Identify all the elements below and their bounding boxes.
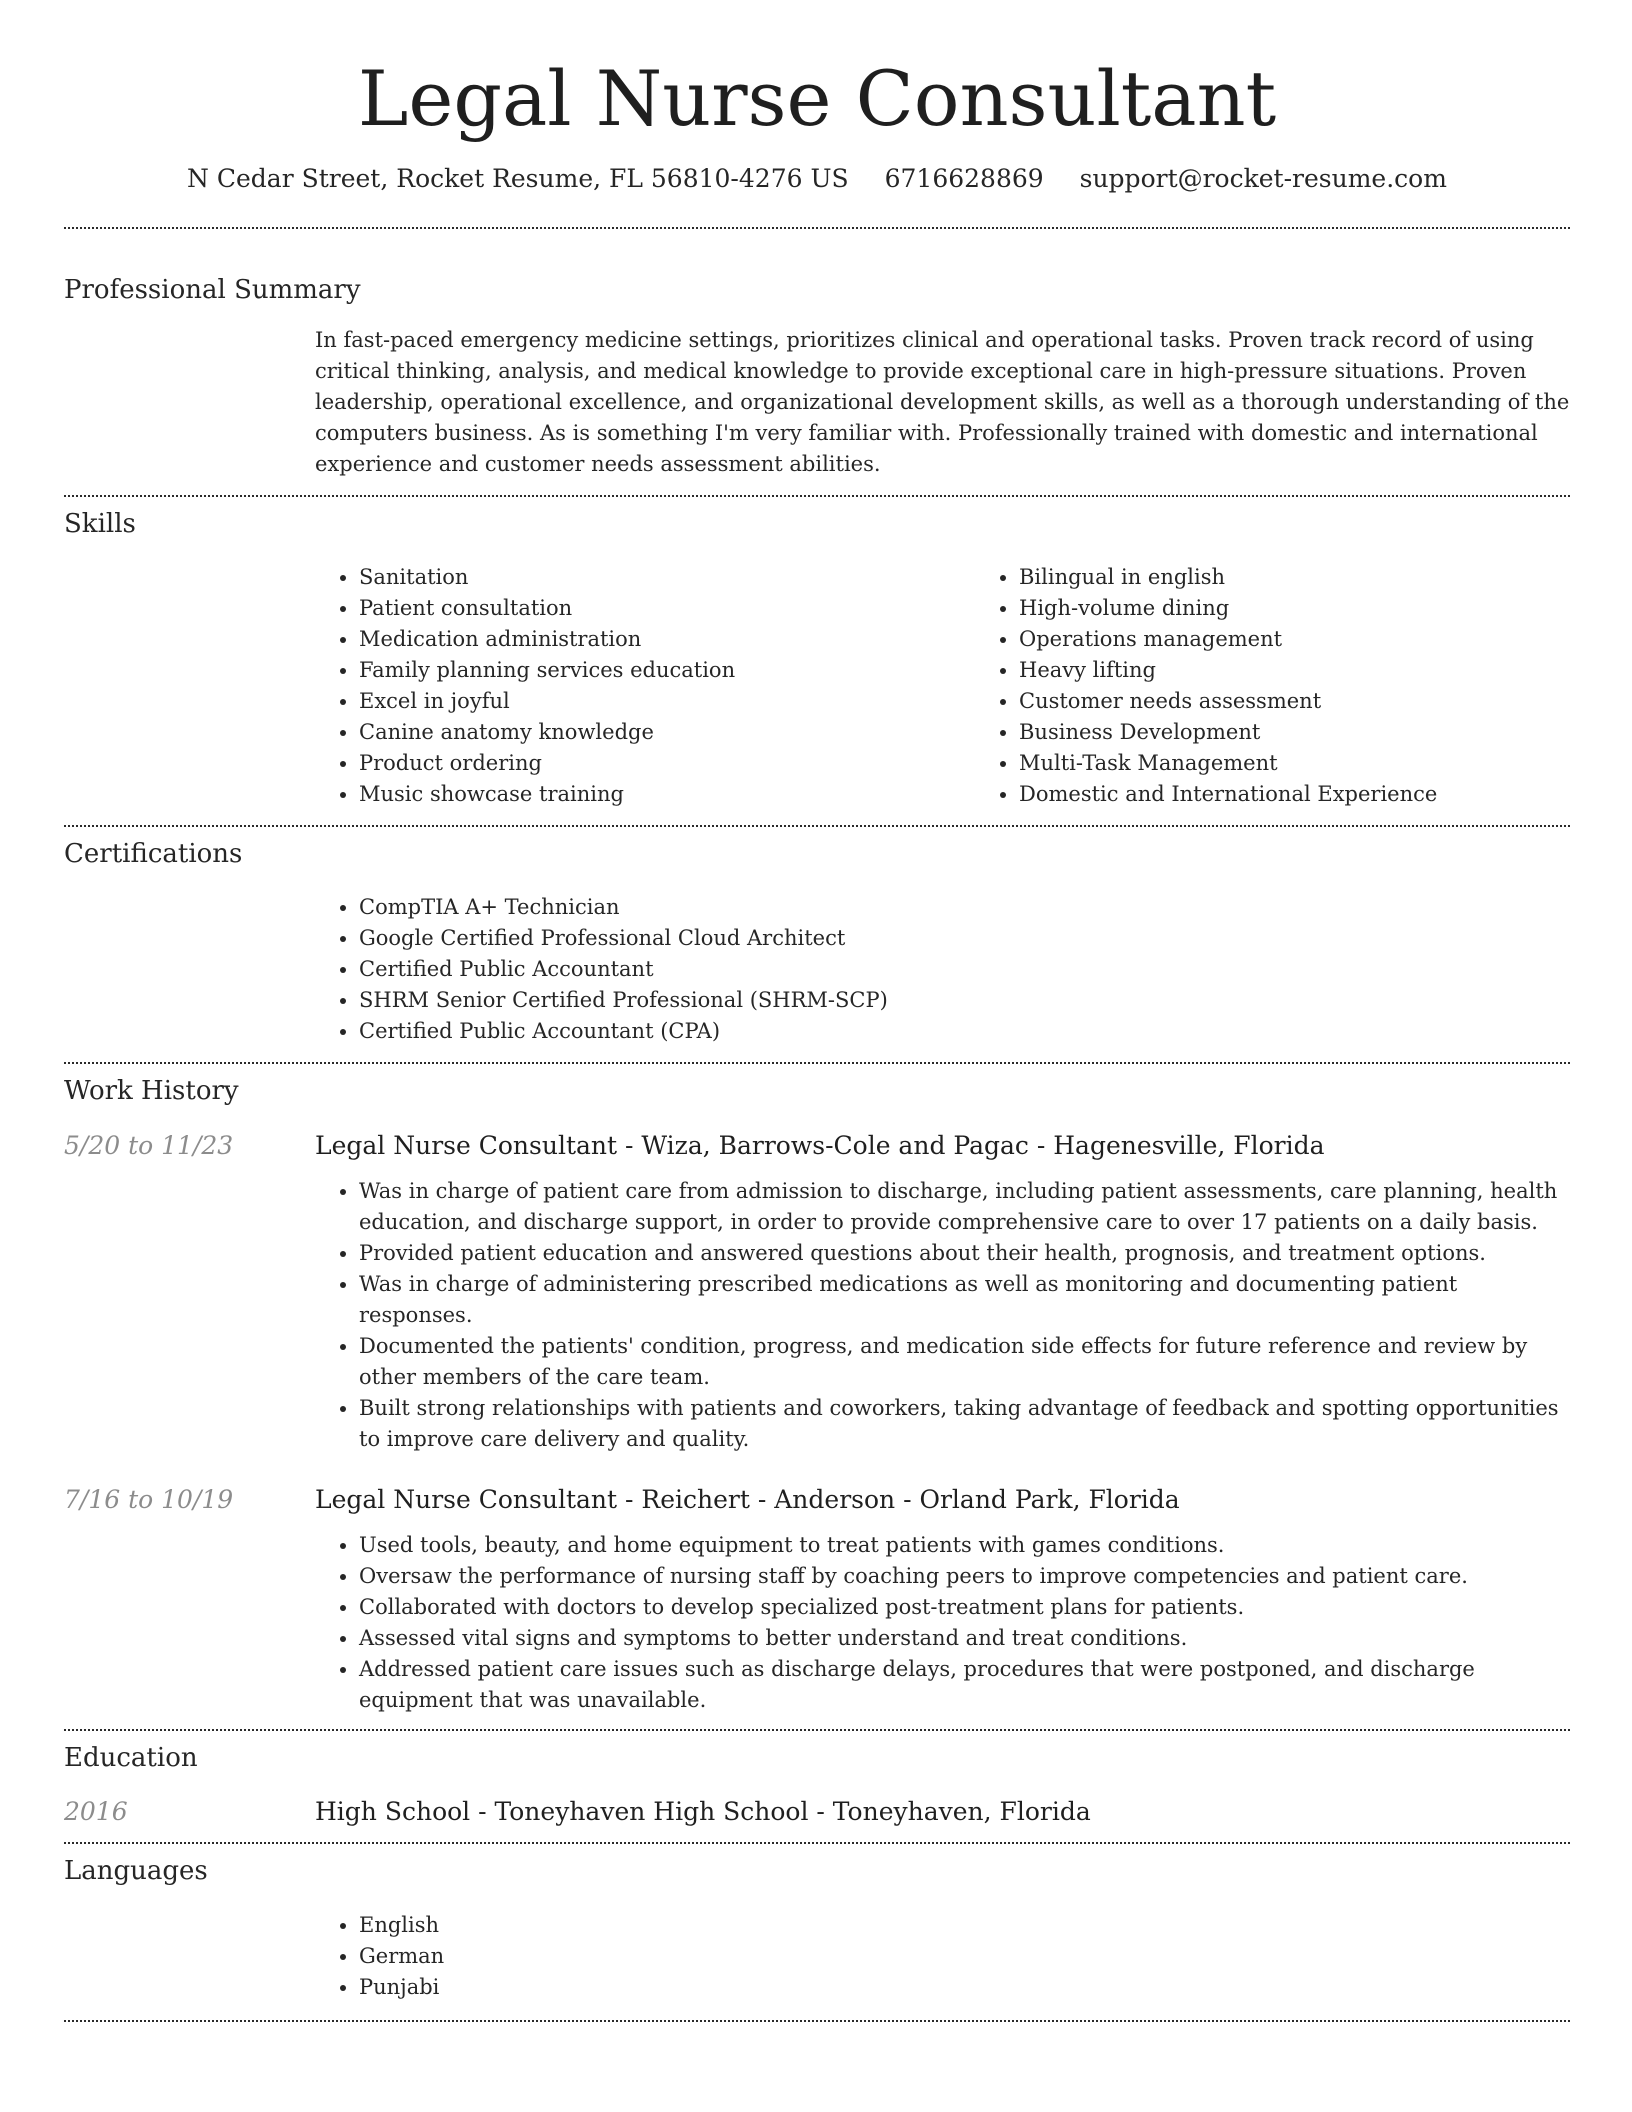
- certifications-section: [64, 827, 1570, 1047]
- education-entry: High School - Toneyhaven High School - Toneyhaven, Florida: [315, 1797, 1091, 1827]
- skill-item: • Operations management: [1019, 624, 1632, 655]
- skills-heading: Skills: [64, 508, 136, 539]
- job-dates: 7/16 to 10/19: [64, 1485, 234, 1515]
- contact-phone: 6716628869: [884, 164, 1044, 194]
- certification-item: • Certified Public Accountant: [359, 954, 1570, 985]
- section-divider: [64, 2020, 1570, 2022]
- skill-item: • Product ordering: [359, 748, 975, 779]
- summary-section: [64, 229, 1570, 479]
- contact-line: [64, 164, 1570, 194]
- job-bullet: • Collaborated with doctors to develop specialized post-treatment plans for patients.: [359, 1592, 1570, 1623]
- job-bullet: • Used tools, beauty, and home equipment to treat patients with games conditions.: [359, 1530, 1570, 1561]
- skills-list-left: [315, 562, 975, 810]
- skill-item: • Business Development: [1019, 717, 1632, 748]
- job-title: Legal Nurse Consultant - Wiza, Barrows-Cole and Pagac - Hagenesville, Florida: [315, 1131, 1325, 1161]
- work-history-section: [64, 1064, 1570, 1716]
- certifications-list: [315, 892, 1570, 1047]
- job-bullet: • Provided patient education and answered questions about their health, prognosis, and treatment options.: [359, 1238, 1570, 1269]
- skill-item: • Sanitation: [359, 562, 975, 593]
- skill-item: • Multi-Task Management: [1019, 748, 1632, 779]
- job-dates: 5/20 to 11/23: [64, 1131, 234, 1161]
- education-section: [64, 1731, 1570, 1826]
- job-bullet: • Was in charge of administering prescribed medications as well as monitoring and documenting patient responses.: [359, 1269, 1570, 1331]
- job-bullet: • Assessed vital signs and symptoms to better understand and treat conditions.: [359, 1623, 1570, 1654]
- job-bullet: • Documented the patients' condition, progress, and medication side effects for future reference and review by other members of the care team.: [359, 1331, 1570, 1393]
- certification-item: • SHRM Senior Certified Professional (SHRM-SCP): [359, 985, 1570, 1016]
- skill-item: • Family planning services education: [359, 655, 975, 686]
- job-title: Legal Nurse Consultant - Reichert - Anderson - Orland Park, Florida: [315, 1485, 1180, 1515]
- work-history-heading: Work History: [64, 1075, 239, 1106]
- language-item: • English: [359, 1910, 1570, 1941]
- skill-item: • Heavy lifting: [1019, 655, 1632, 686]
- certification-item: • CompTIA A+ Technician: [359, 892, 1570, 923]
- contact-address: N Cedar Street, Rocket Resume, FL 56810-4276 US: [187, 164, 849, 194]
- skill-item: • Customer needs assessment: [1019, 686, 1632, 717]
- job-bullet: • Built strong relationships with patients and coworkers, taking advantage of feedback and spotting opportunities to improve care delivery and quality.: [359, 1393, 1570, 1455]
- skills-list-right: [975, 562, 1632, 810]
- skill-item: • Canine anatomy knowledge: [359, 717, 975, 748]
- skill-item: • Patient consultation: [359, 593, 975, 624]
- skill-item: • Bilingual in english: [1019, 562, 1632, 593]
- summary-heading: Professional Summary: [64, 275, 361, 306]
- certifications-heading: Certifications: [64, 838, 243, 869]
- languages-section: [64, 1844, 1570, 2002]
- certification-item: • Google Certified Professional Cloud Architect: [359, 923, 1570, 954]
- summary-text: In fast-paced emergency medicine settings, prioritizes clinical and operational tasks. Proven track record of using critical thinking, analysis, and medical knowledge to provide exceptional care in high-pressure situations. Proven leadership, operational excellence, and organizational development skills, as well as a thorough understanding of the computers business. As is something I'm very familiar with. Professionally trained with domestic and international experience and customer needs assessment abilities.: [315, 327, 1570, 476]
- job-entry: [64, 1485, 1570, 1716]
- skill-item: • High-volume dining: [1019, 593, 1632, 624]
- language-item: • German: [359, 1941, 1570, 1972]
- resume-page: [64, 0, 1570, 2022]
- job-entry: [64, 1131, 1570, 1455]
- languages-list: [315, 1910, 1570, 2003]
- education-year: 2016: [64, 1797, 128, 1827]
- job-bullet: • Oversaw the performance of nursing staff by coaching peers to improve competencies and patient care.: [359, 1561, 1570, 1592]
- skill-item: • Medication administration: [359, 624, 975, 655]
- contact-email: support@rocket-resume.com: [1079, 164, 1447, 194]
- languages-heading: Languages: [64, 1856, 208, 1887]
- education-heading: Education: [64, 1743, 198, 1774]
- language-item: • Punjabi: [359, 1972, 1570, 2003]
- job-bullets: [315, 1176, 1570, 1455]
- resume-name: Legal Nurse Consultant: [357, 54, 1277, 143]
- certification-item: • Certified Public Accountant (CPA): [359, 1016, 1570, 1047]
- skill-item: • Music showcase training: [359, 779, 975, 810]
- job-bullet: • Was in charge of patient care from admission to discharge, including patient assessments, care planning, health education, and discharge support, in order to provide comprehensive care to over 17 patients on a daily basis.: [359, 1176, 1570, 1238]
- skill-item: • Domestic and International Experience: [1019, 779, 1632, 810]
- skill-item: • Excel in joyful: [359, 686, 975, 717]
- skills-section: [64, 497, 1570, 810]
- job-bullet: • Addressed patient care issues such as discharge delays, procedures that were postponed, and discharge equipment that was unavailable.: [359, 1654, 1570, 1716]
- job-bullets: [315, 1530, 1570, 1716]
